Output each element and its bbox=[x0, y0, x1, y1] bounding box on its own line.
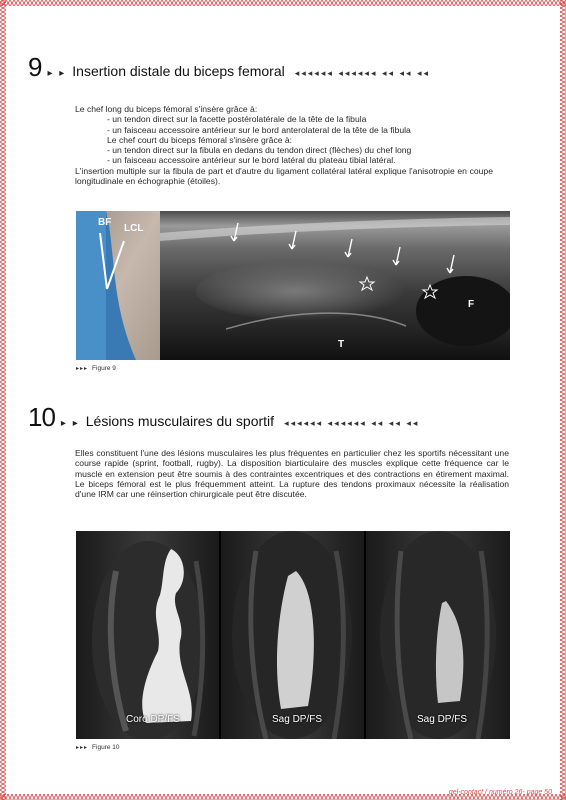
label-bf: BF bbox=[98, 217, 112, 228]
mri-panel-label: Coro DP/FS bbox=[126, 714, 180, 725]
section-10-arrows: ▸ ▸ bbox=[60, 418, 80, 429]
figure-10-image bbox=[76, 531, 510, 739]
section-10-number: 10 bbox=[28, 402, 55, 432]
caption-arrows: ▸▸▸ bbox=[76, 745, 89, 751]
text-line: - un faisceau accessoire antérieur sur le bord latéral du plateau tibial latéral. bbox=[107, 155, 396, 166]
caption-text: Figure 10 bbox=[92, 744, 120, 751]
caption-text: Figure 9 bbox=[92, 365, 116, 372]
mri-panel-label: Sag DP/FS bbox=[272, 714, 323, 725]
section-10-text: Elles constituent l'une des lésions musculaires les plus fréquentes en particulier chez les sportifs nécessitant une course rapide (sprint, football, rugby). La disposition biarticulaire des muscles explique cette fréquence car le muscle en extension peut être soumis à des contraintes excentriques et des contractions en étirement maximal. Le biceps fémoral est le plus fréquemment atteint. La rupture des tendons proximaux nécessite la réalisation d'une IRM car une réinsertion chirurgicale peut être discutée. bbox=[75, 448, 509, 500]
section-9-tail-arrows: ◂◂◂◂◂◂ ◂◂◂◂◂◂ ◂◂ ◂◂ ◂◂ bbox=[294, 68, 431, 78]
text-line: Le chef long du biceps fémoral s'insère grâce à: bbox=[75, 104, 258, 114]
label-t: T bbox=[338, 339, 345, 350]
label-f: F bbox=[468, 299, 475, 310]
section-10-heading bbox=[28, 402, 419, 433]
section-10-title: Lésions musculaires du sportif bbox=[85, 413, 275, 429]
text-line: - un tendon direct sur la fibula en dedans du tendon direct (flèches) du chef long bbox=[107, 145, 412, 156]
figure-10 bbox=[76, 531, 510, 739]
figure-10-caption bbox=[76, 744, 120, 751]
section-9-heading bbox=[28, 52, 430, 83]
text-line: - un faisceau accessoire antérieur sur le bord anterolateral de la tête de la fibula bbox=[107, 124, 411, 135]
section-9-text bbox=[75, 104, 493, 186]
figure-9 bbox=[76, 211, 510, 360]
page-footer: gel-contact / numéro 26- page 50 bbox=[448, 789, 552, 796]
text-line: - un tendon direct sur la facette postérolatérale de la tête de la fibula bbox=[107, 114, 367, 125]
text-line: Le chef court du biceps fémoral s'insère grâce à: bbox=[107, 134, 293, 145]
section-9-number: 9 bbox=[28, 52, 42, 82]
section-10-tail-arrows: ◂◂◂◂◂◂ ◂◂◂◂◂◂ ◂◂ ◂◂ ◂◂ bbox=[284, 418, 420, 428]
figure-9-caption bbox=[76, 365, 116, 372]
caption-arrows: ▸▸▸ bbox=[76, 366, 89, 372]
mri-panel-label: Sag DP/FS bbox=[417, 714, 468, 725]
section-9-title: Insertion distale du biceps femoral bbox=[72, 63, 285, 79]
label-lcl: LCL bbox=[124, 223, 144, 234]
section-9-arrows: ▸ ▸ bbox=[47, 68, 67, 79]
text-line: L'insertion multiple sur la fibula de part et d'autre du ligament collatéral latéral explique l'anisotropie en coupe longitudinale en échographie (étoiles). bbox=[75, 165, 493, 187]
